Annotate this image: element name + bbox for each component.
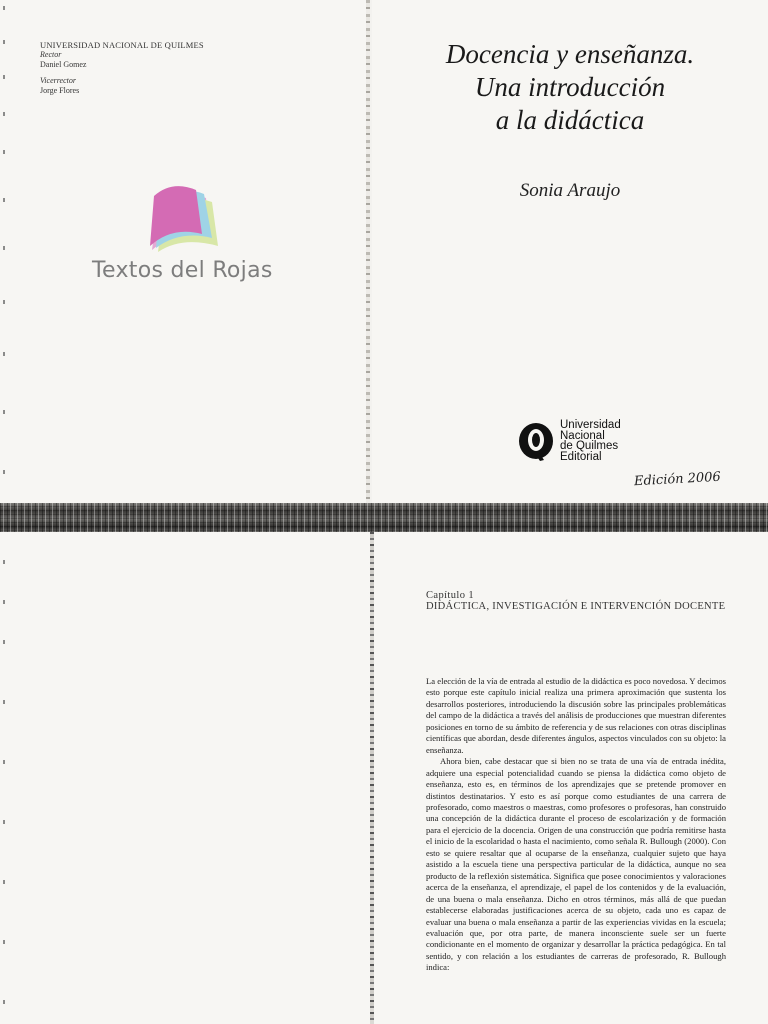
vicerector-name: Jorge Flores [40, 86, 80, 95]
chapter-body [426, 676, 726, 974]
credits-page [0, 0, 368, 505]
publisher-line: Editorial [560, 450, 602, 463]
book-title-line: a la didáctica [495, 105, 645, 135]
paragraph: Ahora bien, cabe destacar que si bien no se trata de una vía de entrada inédita, adquiere una especial potencialidad cuando se piensa la didáctica como objeto de enseñanza, esto es, en términos de los aprendizajes que se pretende promover en distintos destinatarios. Y esto es así porque como estudiantes de una carrera de profesorado, como maestros o maestras, como profesores o profesoras, han construido una concepción de la didáctica durante el proceso de escolarización y de formación para el ejercicio de la docencia. Origen de una construcción que podría remitirse hasta el inicio de la escolaridad o hasta el nacimiento, como señala R. Bullough (2000). Con esto se quiere resaltar que al ocuparse de la enseñanza, cualquier sujeto que haya asistido a la escuela tiene una perspectiva particular de la didáctica, aunque no sea producto de la reflexión sistemática. Significa que posee conocimientos y valoraciones acerca de la enseñanza, el aprendizaje, el papel de los contenidos y de la evaluación, de una buena o mala enseñanza. Dicho en otros términos, más allá de que puedan establecerse elaboradas justificaciones acerca de su objeto, cada uno es capaz de evaluar una buena o mala enseñanza a partir de las experiencias vividas en la escuela; evaluación que, por otra parte, de manera inconsciente suele ser un fuerte condicionante en el momento de organizar y desarrollar la práctica pedagógica. En tal sentido, y con relación a los estudiantes de carreras de profesorado, R. Bullough indica: [426, 756, 726, 973]
paragraph: La elección de la vía de entrada al estudio de la didáctica es poco novedosa. Y decimos esto porque este capítulo inicial realiza una primera aproximación que sustenta los desarrollos posteriores, introduciendo la discusión sobre las principales problemáticas del campo de la didáctica a través del análisis de producciones que muestran diferentes posiciones en torno de su ámbito de referencia y de sus relaciones con otras disciplinas científicas que abordan, desde diferentes ángulos, aspectos vinculados con su objeto: la enseñanza. [426, 676, 726, 755]
book-stack-icon [92, 180, 292, 260]
quilmes-q-icon [518, 422, 554, 462]
scan-specks [0, 0, 8, 1024]
chapter-title: DIDÁCTICA, INVESTIGACIÓN E INTERVENCIÓN DOCENTE [426, 601, 726, 612]
chapter-number: Capítulo 1 [426, 590, 475, 601]
chapter-page [374, 532, 768, 1024]
handwritten-edition-note: Edición 2006 [633, 469, 722, 490]
vicerector-label: Vicerrector [40, 76, 76, 85]
publisher-logo [518, 419, 678, 466]
rector-label: Rector [40, 50, 62, 59]
book-author: Sonia Araujo [519, 180, 621, 201]
publisher-line: Universidad [560, 419, 621, 431]
logo-text: Textos del Rojas [92, 258, 273, 283]
book-title [372, 38, 768, 137]
university-name: UNIVERSIDAD NACIONAL DE QUILMES [40, 40, 204, 50]
book-title-line: Una introducción [474, 72, 666, 102]
textos-del-rojas-logo [92, 180, 292, 290]
publisher-line: Nacional [560, 429, 605, 442]
book-title-line: Docencia y enseñanza. [445, 39, 695, 69]
rector-name: Daniel Gomez [40, 60, 87, 69]
publisher-name [560, 420, 621, 462]
publisher-line: de Quilmes [560, 440, 619, 452]
blank-page [0, 532, 370, 1024]
title-page [372, 0, 768, 505]
scan-gutter-strip [0, 503, 768, 535]
gutter-top [366, 0, 370, 505]
credits-block [40, 40, 204, 96]
